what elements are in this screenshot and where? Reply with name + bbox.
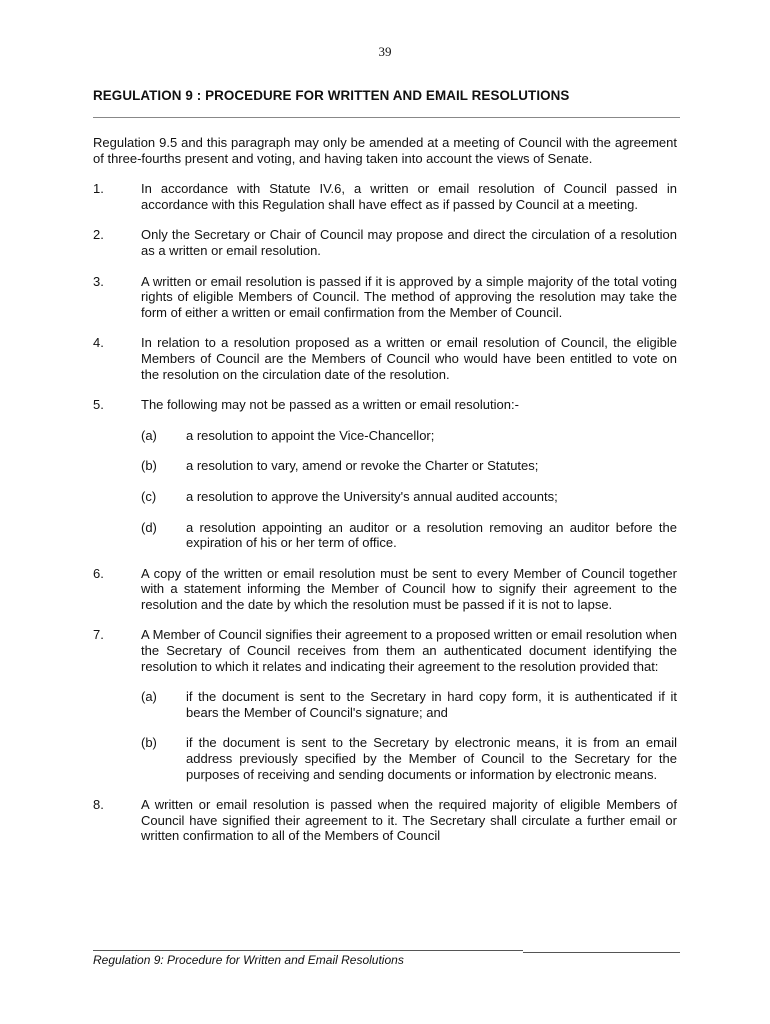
regulation-item-1 xyxy=(93,181,677,212)
sub-item-text: a resolution to appoint the Vice-Chancellor; xyxy=(186,427,435,443)
item-text: A written or email resolution is passed if it is approved by a simple majority of the total voting rights of eligible Members of Council. The method of approving the resolution may take the form of either a written or email confirmation from the Member of Council. xyxy=(141,273,677,320)
title-divider xyxy=(93,117,680,118)
item-number: 5. xyxy=(93,397,104,413)
regulation-body xyxy=(93,135,677,859)
regulation-item-5 xyxy=(93,397,677,551)
sub-item-text: if the document is sent to the Secretary in hard copy form, it is authenticated if it bears the Member of Council's signature; and xyxy=(186,689,677,720)
regulation-item-7 xyxy=(93,627,677,782)
item-text: A copy of the written or email resolution must be sent to every Member of Council together with a statement informing the Member of Council how to signify their agreement to the resolution and the date by which the resolution must be passed if it is not to lapse. xyxy=(141,565,677,612)
page-footer: Regulation 9: Procedure for Written and Email Resolutions xyxy=(93,953,404,967)
sub-item-letter: (a) xyxy=(141,427,157,443)
item-number: 6. xyxy=(93,565,104,581)
item-number: 4. xyxy=(93,335,104,351)
footer-divider xyxy=(93,950,523,951)
sub-item-letter: (d) xyxy=(141,519,157,535)
item-number: 1. xyxy=(93,181,104,197)
regulation-item-3 xyxy=(93,274,677,321)
sub-item-text: if the document is sent to the Secretary by electronic means, it is from an email address previously specified by the Member of Council to the Secretary for the purposes of receiving and sending documents or information by electronic means. xyxy=(186,735,677,782)
item-text: In relation to a resolution proposed as a written or email resolution of Council, the eligible Members of Council are the Members of Council who would have been entitled to vote on the resolution on the circulation date of the resolution. xyxy=(141,335,677,382)
sub-item-letter: (a) xyxy=(141,689,157,705)
item-text: A Member of Council signifies their agreement to a proposed written or email resolution when the Secretary of Council receives from them an authenticated document identifying the resolution to which it relates and indicating their agreement to the resolution provided that: xyxy=(141,627,677,674)
item-text: A written or email resolution is passed when the required majority of eligible Members of Council have signified their agreement to it. The Secretary shall circulate a further email or written confirmation to all of the Members of Council xyxy=(141,797,677,844)
page-number: 39 xyxy=(378,44,392,59)
sub-item-a xyxy=(141,689,677,720)
footer-divider-right xyxy=(523,952,680,953)
sub-item-c xyxy=(141,489,677,505)
regulation-item-8 xyxy=(93,797,677,844)
sub-item-b xyxy=(141,458,677,474)
item-text: In accordance with Statute IV.6, a written or email resolution of Council passed in accordance with this Regulation shall have effect as if passed by Council at a meeting. xyxy=(141,181,677,212)
sub-item-d xyxy=(141,520,677,551)
sub-item-a xyxy=(141,428,677,444)
item-number: 3. xyxy=(93,273,104,289)
sub-item-b xyxy=(141,735,677,782)
regulation-item-6 xyxy=(93,566,677,613)
item-number: 7. xyxy=(93,627,104,643)
item-text: The following may not be passed as a written or email resolution:- xyxy=(141,397,519,413)
item-number: 2. xyxy=(93,227,104,243)
sub-item-text: a resolution to vary, amend or revoke the Charter or Statutes; xyxy=(186,458,539,474)
sub-item-letter: (c) xyxy=(141,488,157,504)
item-number: 8. xyxy=(93,797,104,813)
page-title: REGULATION 9 : PROCEDURE FOR WRITTEN AND EMAIL RESOLUTIONS xyxy=(93,88,570,103)
sub-item-text: a resolution to approve the University's annual audited accounts; xyxy=(186,488,558,504)
regulation-item-4 xyxy=(93,335,677,382)
regulation-item-2 xyxy=(93,227,677,258)
item-text: Only the Secretary or Chair of Council may propose and direct the circulation of a resolution as a written or email resolution. xyxy=(141,227,677,258)
sub-item-letter: (b) xyxy=(141,458,157,474)
sub-item-letter: (b) xyxy=(141,735,157,751)
sub-item-text: a resolution appointing an auditor or a resolution removing an auditor before the expiration of his or her term of office. xyxy=(186,519,677,551)
intro-paragraph: Regulation 9.5 and this paragraph may only be amended at a meeting of Council with the agreement of three-fourths present and voting, and having taken into account the views of Senate. xyxy=(93,135,677,166)
